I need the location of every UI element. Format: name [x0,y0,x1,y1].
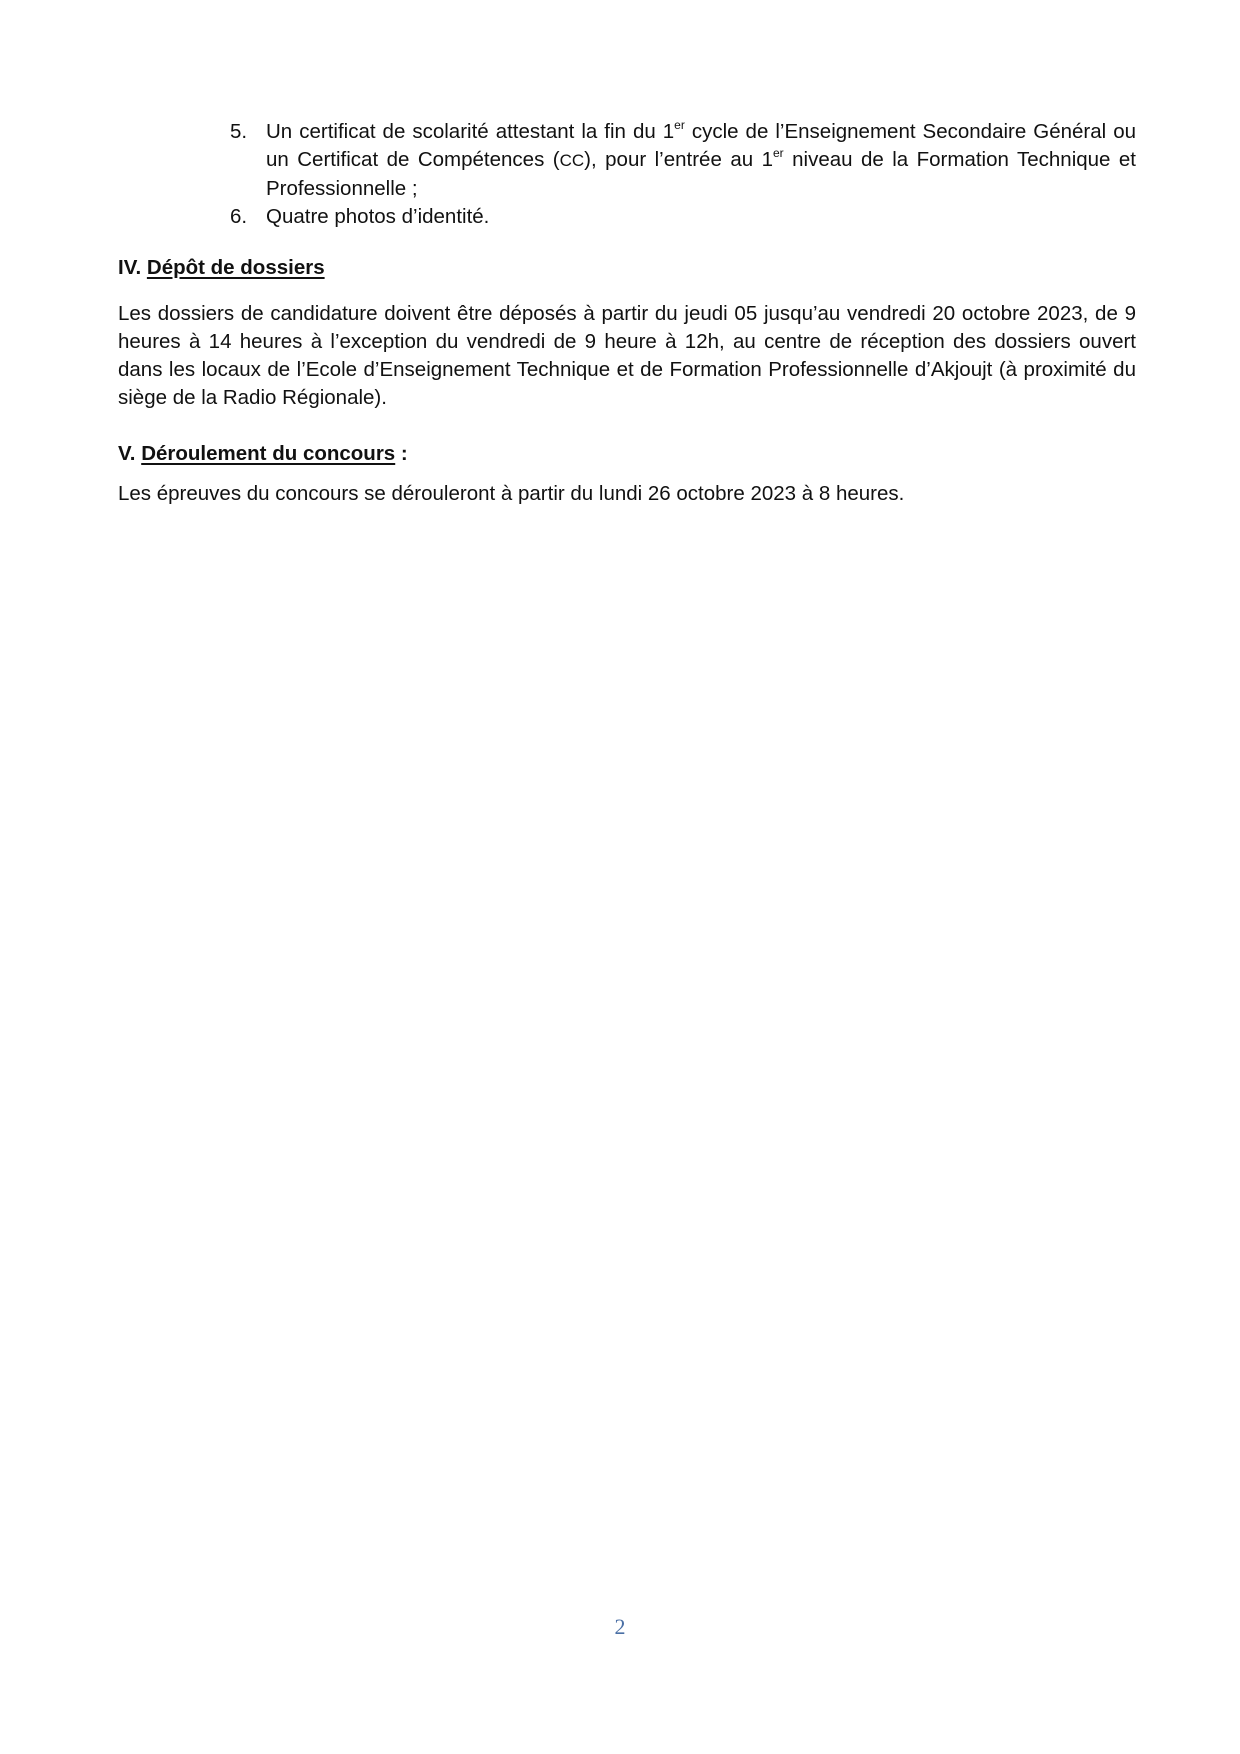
section-heading-iv [118,254,325,282]
list-item-number: 5. [230,120,248,143]
section-paragraph-iv: Les dossiers de candidature doivent être déposés à partir du jeudi 05 jusqu’au vendredi 20 octobre 2023, de 9 heures à 14 heures à l’exception du vendredi de 9 heure à 12h, au centre de réception des dossiers ouvert dans les locaux de l’Ecole d’Enseignement Technique et de Formation Professionnelle d’Akjoujt (à proximité du siège de la Radio Régionale). [118,302,1136,409]
section-paragraph-v: Les épreuves du concours se dérouleront à partir du lundi 26 octobre 2023 à 8 heures. [118,482,905,505]
list-item-number: 6. [230,205,248,228]
section-numeral: V. [118,442,136,465]
superscript: er [674,118,685,132]
abbreviation: CC [559,151,585,170]
list-item [230,203,1136,231]
list-item [230,118,1136,203]
superscript: er [772,146,784,160]
requirements-list [230,118,1136,231]
page-number: 2 [614,1614,626,1639]
list-item-text: Quatre photos d’identité. [266,205,490,228]
list-item-text: Un certificat de scolarité attestant la fin du 1er cycle de l’Enseignement Secondaire Général ou un Certificat de Compétences (CC), pour l’entrée au 1er niveau de la Formation Technique et Professionnelle ; [266,118,1137,200]
section-title: Dépôt de dossiers [146,256,325,279]
section-heading-v [118,440,408,468]
section-numeral: IV. [118,256,142,279]
section-title-suffix: : [395,442,408,465]
section-title: Déroulement du concours [141,442,396,465]
